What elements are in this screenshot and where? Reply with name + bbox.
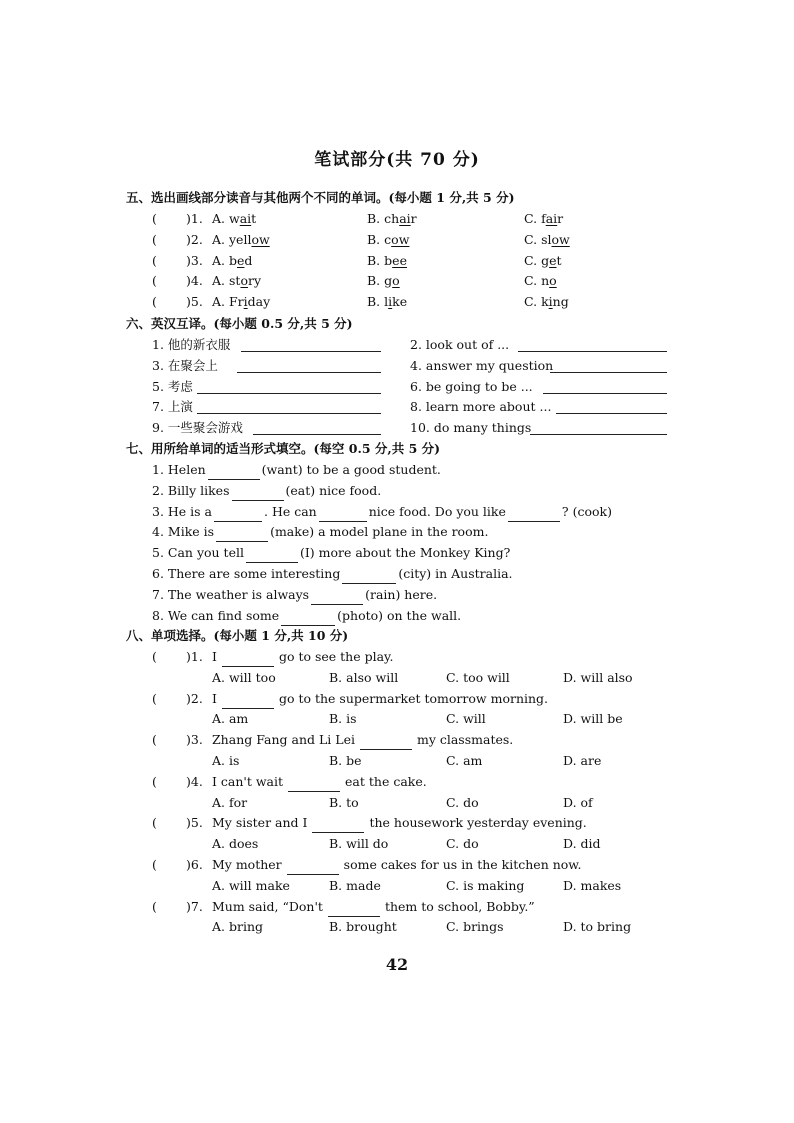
section6-heading: 六、英汉互译。(每小题 0.5 分,共 5 分): [126, 316, 353, 331]
item-text: (I) more about the Monkey King?: [299, 545, 511, 561]
option-label: A.: [212, 273, 226, 289]
translation-prompt-left: 9. 一些聚会游戏: [152, 420, 243, 436]
choice-option[interactable]: B. made: [329, 877, 381, 893]
choice-option[interactable]: B. to: [329, 794, 359, 810]
word-pre: b: [384, 252, 393, 268]
choice-option[interactable]: B. brought: [329, 919, 397, 935]
question-stem: [212, 730, 513, 750]
answer-paren[interactable]: [152, 689, 157, 709]
answer-line[interactable]: [518, 337, 667, 352]
word-pre: b: [229, 252, 238, 268]
word-underlined: ai: [399, 211, 411, 226]
choice-option[interactable]: C. brings: [446, 919, 504, 935]
item-text: (city) in Australia.: [398, 566, 513, 581]
fill-blank-item: [152, 543, 510, 563]
option-label: C.: [524, 252, 538, 268]
option-a: [212, 230, 270, 250]
stem-text: Mum said, “Don't: [212, 898, 323, 914]
question-number: )2.: [186, 690, 203, 706]
answer-line[interactable]: [197, 399, 381, 414]
choice-option[interactable]: A. will too: [212, 669, 276, 685]
word-underlined: ow: [251, 231, 270, 247]
question-number: )1.: [186, 649, 203, 664]
stem-text: Zhang Fang and Li Lei: [212, 732, 355, 748]
option-label: C.: [524, 273, 538, 289]
stem-text: eat the cake.: [345, 773, 427, 789]
option-b: [367, 251, 407, 271]
answer-paren[interactable]: [152, 897, 157, 917]
choice-option[interactable]: D. of: [563, 794, 593, 810]
translation-prompt-right: 2. look out of ...: [410, 337, 510, 352]
word-pre: g: [384, 273, 393, 289]
item-text: 5. Can you tell: [152, 545, 244, 561]
choice-option[interactable]: D. are: [563, 753, 602, 768]
item-text: nice food. Do you like: [368, 503, 506, 519]
answer-paren[interactable]: [152, 855, 157, 875]
question-number: )3.: [186, 252, 203, 268]
word-underlined: ee: [392, 252, 407, 268]
option-label: A.: [212, 211, 226, 226]
answer-paren[interactable]: [152, 647, 157, 667]
answer-line[interactable]: [543, 379, 667, 394]
question-stem: [212, 689, 548, 709]
fill-blank-item: [152, 502, 612, 522]
item-text: (want) to be a good student.: [261, 462, 441, 477]
word-post: d: [244, 252, 253, 268]
paren-open: (: [152, 252, 157, 268]
stem-text: some cakes for us in the kitchen now.: [343, 857, 582, 872]
answer-paren[interactable]: [152, 230, 157, 250]
choice-option[interactable]: D. will also: [563, 669, 633, 685]
word-pre: k: [541, 294, 549, 310]
word-pre: yell: [229, 231, 252, 247]
word-underlined: i: [388, 294, 393, 310]
option-label: B.: [367, 294, 381, 310]
choice-option[interactable]: C. is making: [446, 877, 525, 893]
answer-blank[interactable]: [360, 735, 412, 750]
stem-text: go to the supermarket tomorrow morning.: [278, 690, 549, 706]
paren-open: (: [152, 898, 157, 914]
question-number: )1.: [186, 211, 203, 226]
option-a: [212, 271, 261, 291]
section7-heading: 七、用所给单词的适当形式填空。(每空 0.5 分,共 5 分): [126, 441, 441, 456]
question-number: )4.: [186, 773, 203, 789]
choice-option[interactable]: D. to bring: [563, 919, 632, 935]
page-number: 42: [385, 955, 409, 974]
option-label: A.: [212, 252, 226, 268]
option-c: [524, 271, 557, 291]
stem-text: them to school, Bobby.”: [384, 898, 535, 914]
choice-option[interactable]: D. will be: [563, 711, 623, 727]
item-text: . He can: [264, 503, 317, 519]
choice-option[interactable]: A. does: [212, 836, 259, 852]
answer-blank[interactable]: [222, 694, 274, 709]
word-pre: c: [384, 231, 392, 247]
question-stem: [212, 813, 587, 833]
stem-text: I: [212, 649, 217, 664]
answer-line[interactable]: [556, 399, 667, 414]
paren-open: (: [152, 732, 157, 748]
answer-paren[interactable]: [152, 772, 157, 792]
word-pre: ch: [384, 211, 400, 226]
item-text: 7. The weather is always: [152, 586, 310, 602]
question-number: )4.: [186, 273, 203, 289]
word-post: r: [557, 211, 564, 226]
item-text: 6. There are some interesting: [152, 566, 341, 581]
option-label: A.: [212, 231, 226, 247]
word-pre: st: [229, 273, 241, 289]
paren-open: (: [152, 690, 157, 706]
answer-blank[interactable]: [222, 652, 274, 667]
paren-open: (: [152, 294, 157, 310]
choice-option[interactable]: C. too will: [446, 669, 510, 685]
answer-blank[interactable]: [311, 590, 363, 605]
word-pre: sl: [541, 231, 552, 247]
item-text: (eat) nice food.: [285, 482, 382, 498]
translation-prompt-left: 3. 在聚会上: [152, 357, 218, 373]
paren-open: (: [152, 211, 157, 226]
word-pre: n: [541, 273, 550, 289]
stem-text: I can't wait: [212, 773, 284, 789]
option-a: [212, 209, 256, 229]
paren-open: (: [152, 231, 157, 247]
answer-blank[interactable]: [246, 548, 298, 563]
choice-option[interactable]: A. will make: [212, 877, 290, 893]
word-underlined: ow: [551, 231, 570, 247]
option-c: [524, 209, 563, 229]
question-number: )3.: [186, 732, 203, 748]
translation-prompt-right: 4. answer my question: [410, 357, 554, 373]
option-label: A.: [212, 294, 226, 310]
word-pre: g: [541, 252, 550, 268]
question-number: )7.: [186, 898, 203, 914]
word-underlined: i: [548, 294, 553, 310]
word-underlined: ai: [545, 211, 558, 226]
translation-prompt-left: 1. 他的新衣服: [152, 337, 231, 352]
stem-text: the housework yesterday evening.: [369, 815, 587, 831]
word-underlined: e: [549, 252, 557, 268]
answer-paren[interactable]: [152, 209, 157, 229]
option-label: C.: [524, 294, 538, 310]
choice-option[interactable]: A. am: [212, 711, 249, 727]
question-number: )5.: [186, 294, 203, 310]
question-number: )6.: [186, 857, 203, 872]
option-label: B.: [367, 231, 381, 247]
answer-line[interactable]: [550, 358, 667, 373]
word-pre: Fr: [229, 294, 244, 310]
word-underlined: i: [243, 294, 248, 310]
word-post: ry: [247, 273, 262, 289]
choice-option[interactable]: B. will do: [329, 836, 389, 852]
item-text: (rain) here.: [365, 586, 438, 602]
answer-blank[interactable]: [508, 507, 560, 522]
choice-option[interactable]: B. also will: [329, 669, 399, 685]
option-label: C.: [524, 231, 538, 247]
option-label: B.: [367, 211, 381, 226]
word-underlined: o: [392, 273, 400, 289]
item-text: 1. Helen: [152, 462, 206, 477]
word-underlined: o: [240, 273, 248, 289]
word-pre: l: [384, 294, 389, 310]
question-number: )5.: [186, 815, 203, 831]
choice-option[interactable]: D. makes: [563, 877, 622, 893]
item-text: 3. He is a: [152, 503, 213, 519]
word-underlined: o: [549, 273, 557, 289]
answer-paren[interactable]: [152, 292, 157, 312]
option-c: [524, 251, 562, 271]
translation-prompt-left: 7. 上演: [152, 399, 193, 415]
question-number: )2.: [186, 231, 203, 247]
answer-blank[interactable]: [208, 465, 260, 480]
answer-paren[interactable]: [152, 813, 157, 833]
word-underlined: ai: [239, 211, 252, 226]
option-b: [367, 209, 417, 229]
section5-heading: 五、选出画线部分读音与其他两个不同的单词。(每小题 1 分,共 5 分): [126, 190, 515, 205]
stem-text: go to see the play.: [278, 649, 394, 664]
answer-blank[interactable]: [214, 507, 262, 522]
paren-open: (: [152, 815, 157, 831]
answer-line[interactable]: [253, 420, 381, 435]
answer-line[interactable]: [530, 420, 667, 435]
fill-blank-item: [152, 606, 461, 626]
option-a: [212, 251, 252, 271]
question-stem: [212, 647, 393, 667]
choice-option[interactable]: D. did: [563, 836, 601, 852]
page-title: 笔试部分(共 70 分): [314, 150, 480, 170]
word-underlined: e: [237, 252, 245, 268]
choice-option[interactable]: C. do: [446, 794, 479, 810]
fill-blank-item: [152, 522, 488, 542]
answer-blank[interactable]: [319, 507, 367, 522]
answer-blank[interactable]: [232, 486, 284, 501]
translation-prompt-right: 8. learn more about ...: [410, 399, 552, 415]
stem-text: My mother: [212, 857, 282, 872]
fill-blank-item: [152, 585, 437, 605]
word-post: day: [247, 294, 271, 310]
fill-blank-item: [152, 460, 441, 480]
option-b: [367, 271, 400, 291]
paren-open: (: [152, 857, 157, 872]
option-c: [524, 230, 570, 250]
word-pre: f: [541, 211, 546, 226]
option-c: [524, 292, 569, 312]
paren-open: (: [152, 649, 157, 664]
word-post: ng: [552, 294, 569, 310]
stem-text: I: [212, 690, 217, 706]
translation-prompt-right: 6. be going to be ...: [410, 378, 533, 394]
answer-blank[interactable]: [216, 527, 268, 542]
translation-prompt-left: 5. 考虑: [152, 378, 193, 394]
choice-option[interactable]: C. will: [446, 711, 486, 727]
option-a: [212, 292, 270, 312]
option-b: [367, 230, 409, 250]
choice-option[interactable]: A. is: [212, 753, 240, 768]
answer-blank[interactable]: [288, 777, 340, 792]
fill-blank-item: [152, 481, 381, 501]
answer-line[interactable]: [241, 337, 381, 352]
choice-option[interactable]: A. for: [212, 794, 248, 810]
word-underlined: ow: [391, 231, 410, 247]
answer-line[interactable]: [237, 358, 381, 373]
stem-text: my classmates.: [416, 732, 514, 748]
word-post: t: [251, 211, 257, 226]
fill-blank-item: [152, 564, 513, 584]
stem-text: My sister and I: [212, 815, 308, 831]
choice-option[interactable]: C. do: [446, 836, 479, 852]
word-post: r: [410, 211, 417, 226]
item-text: 4. Mike is: [152, 524, 215, 540]
paren-open: (: [152, 273, 157, 289]
item-text: (photo) on the wall.: [337, 607, 462, 623]
section8-heading: 八、单项选择。(每小题 1 分,共 10 分): [126, 628, 349, 643]
item-text: 2. Billy likes: [152, 482, 230, 498]
question-stem: [212, 897, 535, 917]
item-text: ? (cook): [561, 503, 612, 519]
choice-option[interactable]: C. am: [446, 753, 483, 768]
translation-prompt-right: 10. do many things: [410, 420, 532, 436]
answer-blank[interactable]: [312, 818, 364, 833]
choice-option[interactable]: B. is: [329, 711, 357, 727]
answer-paren[interactable]: [152, 271, 157, 291]
paren-open: (: [152, 773, 157, 789]
answer-paren[interactable]: [152, 251, 157, 271]
word-post: t: [556, 252, 562, 268]
item-text: (make) a model plane in the room.: [270, 524, 489, 540]
option-label: B.: [367, 273, 381, 289]
answer-blank[interactable]: [287, 860, 339, 875]
option-label: C.: [524, 211, 538, 226]
question-stem: [212, 855, 582, 875]
question-stem: [212, 772, 427, 792]
answer-blank[interactable]: [281, 611, 335, 626]
option-b: [367, 292, 407, 312]
answer-line[interactable]: [197, 379, 381, 394]
option-label: B.: [367, 252, 381, 268]
word-pre: w: [229, 211, 240, 226]
answer-blank[interactable]: [342, 569, 396, 584]
item-text: 8. We can find some: [152, 607, 280, 623]
choice-option[interactable]: A. bring: [212, 919, 264, 935]
answer-blank[interactable]: [328, 902, 380, 917]
choice-option[interactable]: B. be: [329, 753, 362, 768]
word-post: ke: [392, 294, 408, 310]
answer-paren[interactable]: [152, 730, 157, 750]
